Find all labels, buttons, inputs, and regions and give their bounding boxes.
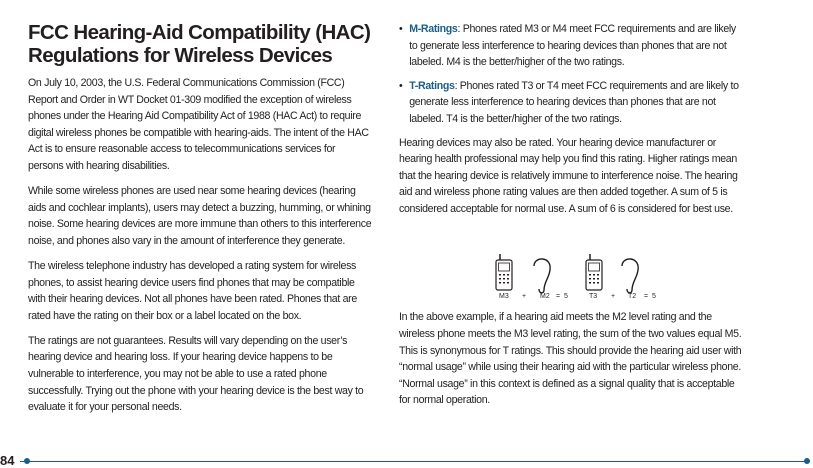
paragraph-interference: While some wireless phones are used near some hearing devices (hearing aids and cochlear implants), users may detect a buzzing, humming, or whining noise. Some hearing devices are more immune than others to this interference noise, and phones also vary in the amount of interference they generate. (28, 185, 372, 247)
equals-sign: = (644, 293, 649, 300)
footer-rule (20, 461, 810, 462)
phone-icon (586, 254, 602, 290)
label-t-aid: T2 (628, 293, 637, 300)
page-title: FCC Hearing-Aid Compatibility (HAC) Regulations for Wireless Devices (28, 21, 371, 67)
bullet-icon: • (399, 79, 403, 92)
hearing-aid-icon (534, 259, 550, 293)
rating-list (399, 21, 743, 128)
label-t-phone: T3 (589, 293, 598, 300)
paragraph-hac-intro: On July 10, 2003, the U.S. Federal Communications Commission (FCC) Report and Order in WT Docket 01-309 modified the exception of wireless phones under the Hearing Aid Compatibility Act of 1988 (HAC Act) to require digital wireless phones be compatible with hearing-aids. The intent of the HAC Act is to ensure reasonable access to telecommunications services for persons with hearing disabilities. (28, 77, 369, 172)
paragraph-rating-system: The wireless telephone industry has developed a rating system for wireless phones, to assist hearing device users find phones that may be compatible with their hearing devices. Not all phones have been rated. Phones that are rated have the rating on their box or a label located on the box. (28, 259, 357, 322)
m-ratings-text: : Phones rated M3 or M4 meet FCC requirements and are likely to generate less interference to hearing devices than phones that are not labeled. M4 is the better/higher of the two ratings. (409, 23, 736, 69)
bullet-icon: • (399, 23, 403, 35)
label-m-aid: M2 (540, 293, 550, 300)
paragraph-example-explanation: In the above example, if a hearing aid meets the M2 level rating and the wireless phone meets the M3 level rating, the sum of the two values equal M5. This is synonymous for T ratings. This should provide the hearing aid user with “normal usage” while using their hearing aid with the particular wireless phone. “Normal usage” in this context is defined as a signal quality that is acceptable for normal operation. (399, 311, 742, 407)
label-t-sum: 5 (652, 293, 656, 300)
hearing-aid-icon (622, 259, 638, 293)
left-column (28, 75, 398, 424)
t-ratings-text: : Phones rated T3 or T4 meet FCC requirements and are likely to generate less interference to hearing devices than phones that are not labeled. T4 is the better/higher of the two ratings. (409, 79, 739, 125)
list-item-m-ratings (399, 21, 743, 71)
footer-dot-right (804, 458, 810, 464)
paragraph-hearing-devices-rated: Hearing devices may also be rated. Your hearing device manufacturer or hearing health professional may help you find this rating. Higher ratings mean that the hearing device is relatively immune to interference noise. The hearing aid and wireless phone rating values are then added together. A sum of 5 is considered acceptable for normal use. A sum of 6 is considered for best use. (399, 136, 738, 215)
right-column (399, 21, 771, 218)
paragraph-no-guarantee: The ratings are not guarantees. Results will vary depending on the user’s hearing device and hearing loss. If your hearing device happens to be vulnerable to interference, you may not be able to use a rated phone successfully. Trying out the phone with your hearing device is the best way to evaluate it for your personal needs. (28, 334, 364, 414)
plus-sign: + (522, 293, 527, 300)
equals-sign: = (556, 293, 561, 300)
example-explanation (399, 298, 771, 420)
plus-sign: + (611, 293, 616, 300)
m-ratings-term: M-Ratings (409, 23, 458, 35)
rating-example-figure (490, 252, 670, 300)
page-number: 84 (0, 453, 15, 468)
phone-icon (496, 254, 512, 290)
t-ratings-term: T-Ratings (409, 79, 455, 92)
list-item-t-ratings (399, 78, 743, 128)
label-m-phone: M3 (499, 293, 509, 300)
label-m-sum: 5 (564, 293, 568, 300)
